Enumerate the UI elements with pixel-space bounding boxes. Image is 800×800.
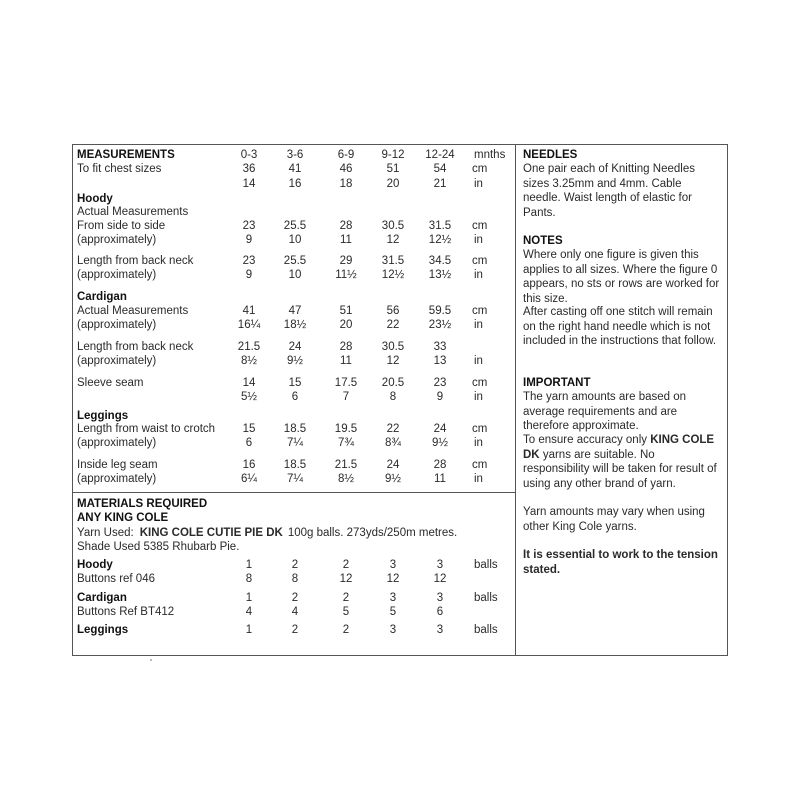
- table-cell: 12½: [428, 234, 452, 246]
- row-label: Length from back neck: [77, 341, 194, 353]
- unit-balls: balls: [474, 559, 498, 571]
- size-unit-label: mnths: [474, 149, 506, 161]
- print-speck: [150, 659, 152, 661]
- table-cell: 1: [245, 592, 253, 604]
- table-cell: 10: [288, 269, 302, 281]
- table-cell: 4: [291, 606, 299, 618]
- table-cell: 3: [436, 592, 444, 604]
- important-text-1: The yarn amounts are based on average requirements and are therefore approximate.: [523, 391, 687, 432]
- table-cell: 33: [433, 341, 447, 353]
- table-cell: 2: [342, 559, 350, 571]
- row-label: From side to side: [77, 220, 166, 232]
- table-cell: 9½: [432, 437, 448, 449]
- size-header-cell: 3-6: [286, 149, 304, 161]
- table-cell: 5: [342, 606, 350, 618]
- table-cell: 54: [433, 163, 447, 175]
- table-cell: 18.5: [283, 459, 307, 471]
- row-label: Buttons Ref BT412: [77, 606, 175, 618]
- table-cell: 5: [389, 606, 397, 618]
- table-cell: 8½: [241, 355, 257, 367]
- unit-balls: balls: [474, 624, 498, 636]
- unit-in: in: [474, 473, 483, 485]
- cardigan-materials-label: Cardigan: [77, 592, 127, 604]
- hoody-materials-label: Hoody: [77, 559, 113, 571]
- table-cell: 56: [386, 305, 400, 317]
- table-cell: 51: [339, 305, 353, 317]
- row-label: Actual Measurements: [77, 305, 189, 317]
- row-label: Inside leg seam: [77, 459, 158, 471]
- row-label: (approximately): [77, 437, 157, 449]
- size-header-cell: 0-3: [240, 149, 258, 161]
- table-cell: 22: [386, 319, 400, 331]
- table-cell: 3: [389, 592, 397, 604]
- table-cell: 12: [386, 355, 400, 367]
- table-cell: 12: [386, 573, 400, 585]
- table-cell: 15: [288, 377, 302, 389]
- table-cell: 23: [242, 220, 256, 232]
- table-cell: 2: [291, 592, 299, 604]
- table-cell: 6: [291, 391, 299, 403]
- needles-text: One pair each of Knitting Needles sizes 3.25mm and 4mm. Cable needle. Waist length of elastic for Pants.: [523, 163, 695, 219]
- unit-cm: cm: [472, 305, 488, 317]
- table-cell: 6¼: [241, 473, 257, 485]
- table-cell: 25.5: [283, 255, 307, 267]
- row-label: (approximately): [77, 355, 157, 367]
- unit-cm: cm: [472, 163, 488, 175]
- table-cell: 28: [339, 220, 353, 232]
- table-cell: 2: [342, 624, 350, 636]
- leggings-materials-label: Leggings: [77, 624, 129, 636]
- unit-in: in: [474, 319, 483, 331]
- table-cell: 14: [242, 377, 256, 389]
- table-cell: 9: [245, 269, 253, 281]
- table-cell: 21: [433, 178, 447, 190]
- table-cell: 13½: [428, 269, 452, 281]
- important-heading: IMPORTANT: [523, 377, 591, 389]
- table-cell: 21.5: [237, 341, 261, 353]
- table-cell: 21.5: [334, 459, 358, 471]
- table-cell: 20: [339, 319, 353, 331]
- table-cell: 3: [436, 624, 444, 636]
- table-cell: 31.5: [428, 220, 452, 232]
- table-cell: 2: [342, 592, 350, 604]
- table-cell: 24: [433, 423, 447, 435]
- table-cell: 12: [433, 573, 447, 585]
- table-cell: 8½: [338, 473, 354, 485]
- row-label: To fit chest sizes: [77, 163, 162, 175]
- table-cell: 8: [389, 391, 397, 403]
- hoody-heading: Hoody: [77, 193, 113, 205]
- row-label: Length from back neck: [77, 255, 194, 267]
- table-cell: 9½: [385, 473, 401, 485]
- table-cell: 20: [386, 178, 400, 190]
- table-cell: 16¼: [237, 319, 261, 331]
- table-cell: 34.5: [428, 255, 452, 267]
- yarn-used-line: Yarn Used: KING COLE CUTIE PIE DK 100g balls. 273yds/250m metres.: [77, 527, 458, 539]
- table-cell: 9: [436, 391, 444, 403]
- unit-cm: cm: [472, 377, 488, 389]
- column-divider: [515, 144, 516, 655]
- table-cell: 3: [436, 559, 444, 571]
- table-cell: 30.5: [381, 220, 405, 232]
- table-cell: 41: [288, 163, 302, 175]
- row-label: Length from waist to crotch: [77, 423, 216, 435]
- unit-cm: cm: [472, 423, 488, 435]
- table-cell: 7¾: [338, 437, 354, 449]
- table-cell: 11: [434, 473, 446, 485]
- table-cell: 11½: [335, 269, 357, 281]
- notes-text-1: Where only one figure is given this applies to all sizes. Where the figure 0 appears, no sts or rows are worked for this size.: [523, 249, 720, 305]
- materials-subheading: ANY KING COLE: [77, 512, 169, 524]
- table-cell: 10: [288, 234, 302, 246]
- table-cell: 24: [288, 341, 302, 353]
- unit-cm: cm: [472, 459, 488, 471]
- table-cell: 3: [389, 624, 397, 636]
- row-label: Sleeve seam: [77, 377, 144, 389]
- table-cell: 16: [288, 178, 302, 190]
- size-header-cell: 9-12: [381, 149, 405, 161]
- table-cell: 9½: [287, 355, 303, 367]
- table-cell: 8: [291, 573, 299, 585]
- row-label: (approximately): [77, 319, 157, 331]
- table-cell: 7: [342, 391, 350, 403]
- unit-cm: cm: [472, 255, 488, 267]
- row-label: (approximately): [77, 473, 157, 485]
- table-cell: 8: [245, 573, 253, 585]
- table-cell: 13: [433, 355, 447, 367]
- table-cell: 12: [386, 234, 400, 246]
- row-label: (approximately): [77, 234, 157, 246]
- unit-in: in: [474, 437, 483, 449]
- table-cell: 47: [288, 305, 302, 317]
- materials-heading: MATERIALS REQUIRED: [77, 498, 208, 510]
- table-cell: 9: [245, 234, 253, 246]
- table-cell: 46: [339, 163, 353, 175]
- table-cell: 18: [339, 178, 353, 190]
- table-cell: 6: [245, 437, 253, 449]
- table-cell: 11: [340, 234, 352, 246]
- table-cell: 28: [433, 459, 447, 471]
- table-cell: 7¼: [287, 437, 303, 449]
- unit-cm: cm: [472, 220, 488, 232]
- table-cell: 12: [339, 573, 353, 585]
- table-cell: 18½: [283, 319, 307, 331]
- table-cell: 17.5: [334, 377, 358, 389]
- tension-text: It is essential to work to the tension stated.: [523, 549, 718, 576]
- table-cell: 51: [386, 163, 400, 175]
- size-header-cell: 6-9: [337, 149, 355, 161]
- table-cell: 28: [339, 341, 353, 353]
- unit-in: in: [474, 355, 483, 367]
- table-cell: 15: [242, 423, 256, 435]
- section-divider: [72, 492, 515, 493]
- row-label: Buttons ref 046: [77, 573, 155, 585]
- table-cell: 8¾: [385, 437, 401, 449]
- table-cell: 2: [291, 624, 299, 636]
- table-cell: 1: [245, 624, 253, 636]
- table-cell: 3: [389, 559, 397, 571]
- cardigan-heading: Cardigan: [77, 291, 127, 303]
- table-cell: 36: [242, 163, 256, 175]
- notes-heading: NOTES: [523, 235, 563, 247]
- shade-line: Shade Used 5385 Rhubarb Pie.: [77, 541, 240, 553]
- table-cell: 25.5: [283, 220, 307, 232]
- table-cell: 31.5: [381, 255, 405, 267]
- row-label: Actual Measurements: [77, 206, 189, 218]
- table-cell: 4: [245, 606, 253, 618]
- row-label: (approximately): [77, 269, 157, 281]
- table-cell: 41: [242, 305, 256, 317]
- needles-heading: NEEDLES: [523, 149, 578, 161]
- table-cell: 6: [436, 606, 444, 618]
- notes-text-2: After casting off one stitch will remain on the right hand needle which is not included in the instructions that follow.: [523, 306, 717, 347]
- unit-balls: balls: [474, 592, 498, 604]
- unit-in: in: [474, 178, 483, 190]
- table-cell: 23½: [428, 319, 452, 331]
- table-cell: 23: [433, 377, 447, 389]
- table-cell: 1: [245, 559, 253, 571]
- table-cell: 23: [242, 255, 256, 267]
- important-text-2: To ensure accuracy only KING COLE DK yarns are suitable. No responsibility will be taken for result of using any other brand of yarn.: [523, 434, 717, 490]
- table-cell: 18.5: [283, 423, 307, 435]
- unit-in: in: [474, 269, 483, 281]
- table-cell: 16: [242, 459, 256, 471]
- measurements-heading: MEASUREMENTS: [77, 149, 175, 161]
- table-cell: 11: [340, 355, 352, 367]
- table-cell: 5½: [241, 391, 257, 403]
- unit-in: in: [474, 234, 483, 246]
- table-cell: 24: [386, 459, 400, 471]
- yarn-brand: KING COLE DK: [523, 434, 715, 461]
- yarn-name: KING COLE CUTIE PIE DK: [139, 527, 283, 539]
- table-cell: 12½: [381, 269, 405, 281]
- table-cell: 29: [339, 255, 353, 267]
- table-cell: 7¼: [287, 473, 303, 485]
- table-cell: 2: [291, 559, 299, 571]
- unit-in: in: [474, 391, 483, 403]
- table-cell: 20.5: [381, 377, 405, 389]
- table-cell: 30.5: [381, 341, 405, 353]
- table-cell: 14: [242, 178, 256, 190]
- size-header-cell: 12-24: [425, 149, 455, 161]
- table-cell: 19.5: [334, 423, 358, 435]
- table-cell: 22: [386, 423, 400, 435]
- yarn-vary-text: Yarn amounts may vary when using other King Cole yarns.: [523, 506, 705, 533]
- table-cell: 59.5: [428, 305, 452, 317]
- leggings-heading: Leggings: [77, 410, 129, 422]
